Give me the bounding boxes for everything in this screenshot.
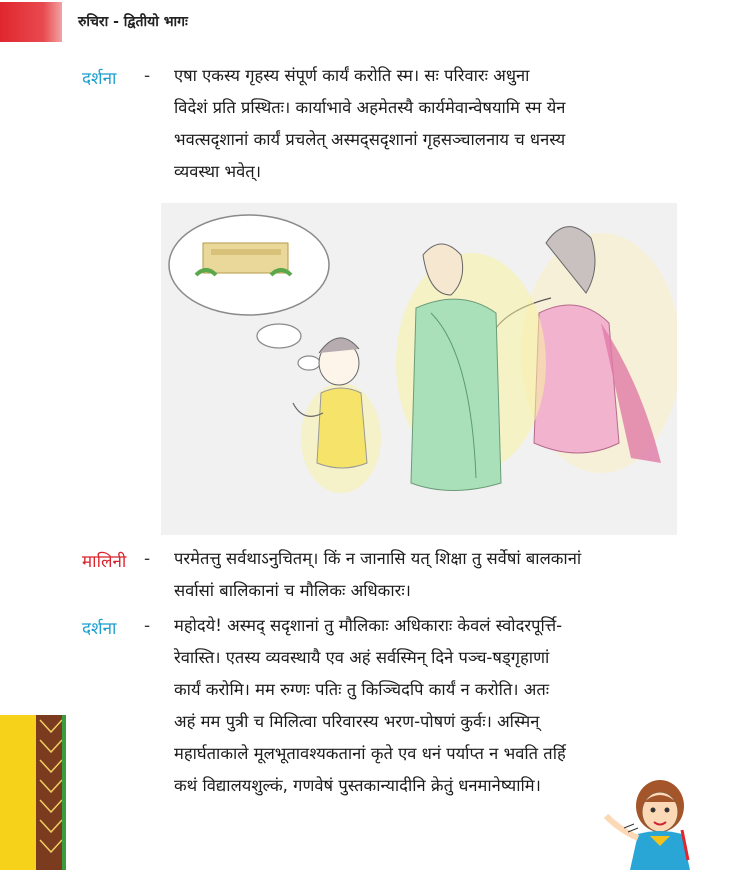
speaker-dash: - [144, 66, 151, 86]
speech-line: परमेतत्तु सर्वथाऽनुचितम्। किं न जानासि यत् शिक्षा तु सर्वेषां बालकानां [174, 549, 582, 568]
story-illustration [161, 203, 677, 535]
speech-line: अहं मम पुत्री च मिलित्वा परिवारस्य भरण-पोषणं कुर्वः। अस्मिन् [174, 712, 540, 731]
speech-line: महार्घताकाले मूलभूतावश्यकतानां कृते एव धनं पर्याप्त न भवति तर्हि [174, 744, 566, 763]
speech-line: भवत्सदृशानां कार्यं प्रचलेत् अस्मद्सदृशानां गृहसञ्चालनाय च धनस्य [174, 130, 566, 149]
header-color-tab [0, 2, 62, 42]
decorative-pattern-icon [36, 715, 66, 870]
speaker-name: दर्शना [82, 619, 117, 639]
illustration-drawing [161, 203, 677, 535]
woman-green-figure [396, 244, 546, 491]
speech-text [174, 60, 679, 188]
speech-line: व्यवस्था भवेत्। [174, 162, 261, 181]
speech-line: कथं विद्यालयशुल्कं, गणवेषं पुस्तकान्यादीनि क्रेतुं धनमानेष्यामि। [174, 776, 541, 795]
speech-line: सर्वासां बालिकानां च मौलिकः अधिकारः। [174, 581, 411, 600]
speech-text [174, 543, 679, 607]
speaker-name: मालिनी [82, 552, 127, 572]
speech-line: कार्यं करोमि। मम रुग्णः पतिः तु किञ्चिदपि कार्यं न करोति। अतः [174, 680, 550, 699]
page-header [0, 0, 750, 44]
speaker-dash: - [144, 549, 151, 569]
thought-bubble-icon [169, 215, 329, 370]
speaker-dash: - [144, 616, 151, 636]
speech-line: रेवास्ति। एतस्य व्यवस्थायै एव अहं सर्वस्मिन् दिने पञ्च-षड्गृहाणां [174, 648, 550, 667]
book-title: रुचिरा - द्वितीयो भागः [78, 14, 188, 30]
speech-line: एषा एकस्य गृहस्य संपूर्ण कार्यं करोति स्म। सः परिवारः अधुना [174, 66, 530, 85]
speech-line: महोदये! अस्मद् सदृशानां तु मौलिकाः अधिकाराः केवलं स्वोदरपूर्त्ति- [174, 616, 563, 635]
mascot-girl-icon [598, 772, 708, 870]
speaker-name: दर्शना [82, 69, 117, 89]
speech-line: विदेशं प्रति प्रस्थितः। कार्याभावे अहमेतस्यै कार्यमेवान्वेषयामि स्म येन [174, 98, 566, 117]
